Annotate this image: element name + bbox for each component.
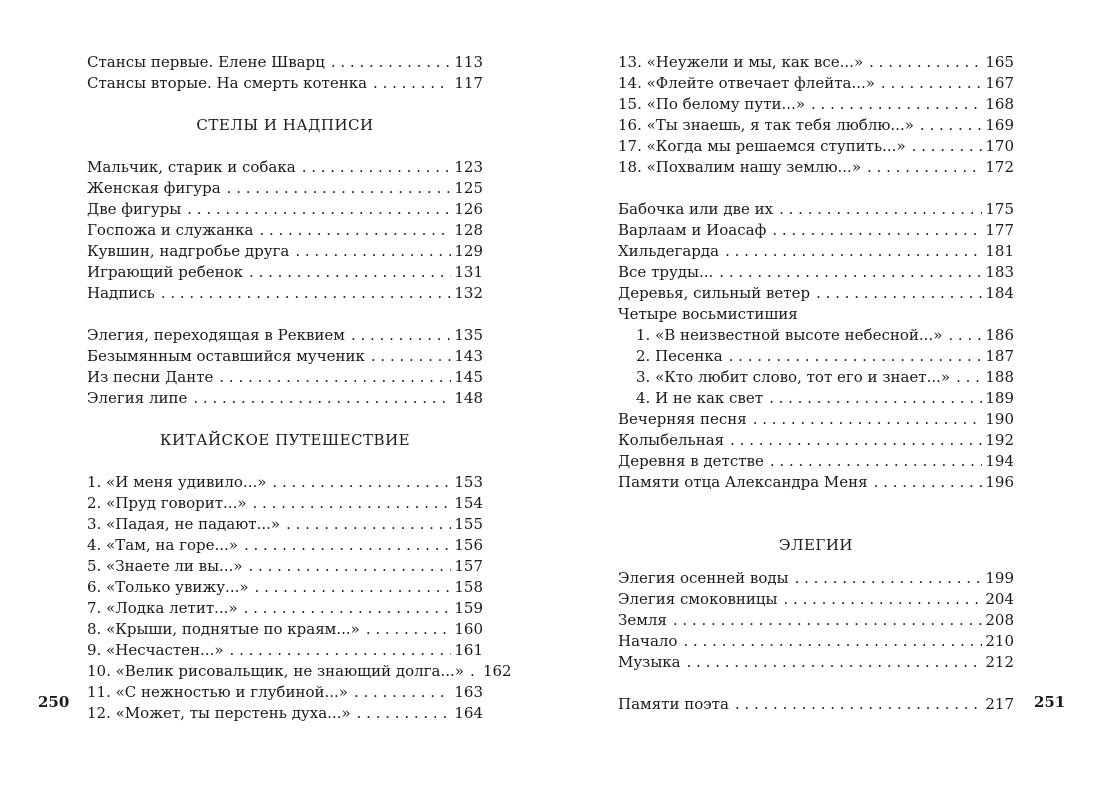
dot-leader	[354, 682, 451, 703]
dot-leader	[357, 703, 452, 724]
toc-entry-page: 187	[985, 347, 1014, 365]
toc-entry-page: 113	[454, 53, 483, 71]
toc-entry-title: Варлаам и Иоасаф	[618, 221, 767, 239]
toc-entry	[618, 199, 1014, 220]
toc-entry	[87, 199, 483, 220]
dot-leader	[811, 94, 982, 115]
toc-entry	[618, 325, 1014, 346]
toc-entry	[618, 262, 1014, 283]
toc-entry-title: Надпись	[87, 284, 155, 302]
toc-entry-page: 168	[985, 95, 1014, 113]
toc-entry-page: 132	[454, 284, 483, 302]
toc-entry-title: Деревня в детстве	[618, 452, 764, 470]
toc-entry-page: 126	[454, 200, 483, 218]
dot-leader	[920, 115, 982, 136]
dot-leader	[784, 589, 983, 610]
toc-entry	[87, 556, 483, 577]
section-heading: КИТАЙСКОЕ ПУТЕШЕСТВИЕ	[159, 431, 411, 449]
toc-entry-title: Колыбельная	[618, 431, 725, 449]
toc-entry-title: 16. «Ты знаешь, я так тебя люблю...»	[618, 116, 914, 134]
dot-leader	[249, 556, 452, 577]
dot-leader	[286, 514, 451, 535]
toc-entry	[618, 451, 1014, 472]
toc-entry-title: 6. «Только увижу...»	[87, 578, 249, 596]
toc-entry-title: 2. «Пруд говорит...»	[87, 494, 247, 512]
toc-entry-page: 196	[985, 473, 1014, 491]
toc-entry-title: 10. «Велик рисовальщик, не знающий долга...»	[87, 662, 464, 680]
dot-leader	[874, 472, 983, 493]
dot-leader	[719, 262, 982, 283]
dot-leader	[816, 283, 982, 304]
spacer	[618, 493, 1014, 514]
toc-entry-page: 188	[985, 368, 1014, 386]
dot-leader	[769, 388, 982, 409]
dot-leader	[227, 178, 452, 199]
toc-entry-title: 4. И не как свет	[636, 389, 764, 407]
toc-entry-title: Две фигуры	[87, 200, 182, 218]
toc-entry-page: 184	[985, 284, 1014, 302]
toc-entry-title: 1. «В неизвестной высоте небесной...»	[636, 326, 943, 344]
toc-entry-title: Кувшин, надгробье друга	[87, 242, 290, 260]
toc-entry	[87, 325, 483, 346]
spacer	[87, 451, 483, 472]
toc-entry	[618, 367, 1014, 388]
toc-entry-page: 131	[454, 263, 483, 281]
dot-leader	[735, 694, 982, 715]
toc-entry-title: Мальчик, старик и собака	[87, 158, 296, 176]
dot-leader	[244, 598, 452, 619]
toc-entry-title: 9. «Несчастен...»	[87, 641, 224, 659]
toc-entry-page: 128	[454, 221, 483, 239]
dot-leader	[302, 157, 452, 178]
toc-entry-title: Госпожа и служанка	[87, 221, 254, 239]
toc-entry-page: 175	[985, 200, 1014, 218]
toc-entry-title: 14. «Флейте отвечает флейта...»	[618, 74, 875, 92]
toc-entry-page: 192	[985, 431, 1014, 449]
toc-entry	[87, 262, 483, 283]
spacer	[87, 304, 483, 325]
spacer	[87, 409, 483, 430]
toc-entry-title: 8. «Крыши, поднятые по краям...»	[87, 620, 360, 638]
spacer	[618, 514, 1014, 535]
toc-entry	[87, 535, 483, 556]
toc-entry-title: 12. «Может, ты перстень духа...»	[87, 704, 351, 722]
dot-leader	[725, 241, 982, 262]
toc-entry-page: 186	[985, 326, 1014, 344]
dot-leader	[193, 388, 451, 409]
toc-entry-page: 183	[985, 263, 1014, 281]
toc-entry	[618, 610, 1014, 631]
dot-leader	[948, 325, 982, 346]
toc-entry-title: Все труды...	[618, 263, 714, 281]
toc-entry	[87, 598, 483, 619]
dot-leader	[219, 367, 451, 388]
toc-entry	[618, 652, 1014, 673]
toc-entry-title: Памяти отца Александра Меня	[618, 473, 868, 491]
toc-entry-page: 194	[985, 452, 1014, 470]
dot-leader	[253, 493, 452, 514]
toc-entry-title: 3. «Кто любит слово, тот его и знает...»	[636, 368, 951, 386]
dot-leader	[729, 346, 983, 367]
toc-entry-title: Хильдегарда	[618, 242, 720, 260]
dot-leader	[881, 73, 982, 94]
dot-leader	[230, 640, 452, 661]
toc-entry	[87, 52, 483, 73]
toc-entry-page: 153	[454, 473, 483, 491]
dot-leader	[956, 367, 982, 388]
toc-entry-page: 162	[482, 662, 512, 680]
dot-leader	[366, 619, 452, 640]
toc-entry-title: Стансы первые. Елене Шварц	[87, 53, 325, 71]
spacer	[618, 178, 1014, 199]
dot-leader	[244, 535, 451, 556]
toc-entry-title: Элегия осенней воды	[618, 569, 789, 587]
page-number-right: 251	[1034, 693, 1066, 711]
toc-entry-title: 15. «По белому пути...»	[618, 95, 806, 113]
toc-entry	[618, 220, 1014, 241]
toc-entry-title: 4. «Там, на горе...»	[87, 536, 238, 554]
dot-leader	[687, 652, 983, 673]
spacer	[618, 556, 1014, 568]
toc-entry-page: 190	[985, 410, 1014, 428]
toc-entry-title: Стансы вторые. На смерть котенка	[87, 74, 368, 92]
dot-leader	[351, 325, 451, 346]
toc-entry-title: Земля	[618, 611, 667, 629]
toc-entry	[87, 157, 483, 178]
dot-leader	[683, 631, 982, 652]
toc-entry-page: 156	[454, 536, 483, 554]
toc-entry	[618, 409, 1014, 430]
spacer	[87, 94, 483, 115]
toc-entry-page: 163	[454, 683, 483, 701]
dot-leader	[770, 451, 982, 472]
dot-leader	[161, 283, 452, 304]
toc-entry	[87, 472, 483, 493]
toc-entry-title: 1. «И меня удивило...»	[87, 473, 267, 491]
toc-entry-page: 217	[985, 695, 1014, 713]
toc-entry-page: 165	[985, 53, 1014, 71]
toc-entry-title: Вечерняя песня	[618, 410, 747, 428]
toc-entry	[87, 241, 483, 262]
toc-entry	[87, 640, 483, 661]
toc-entry	[618, 430, 1014, 451]
dot-leader	[373, 73, 451, 94]
toc-entry	[87, 178, 483, 199]
toc-entry-page: 164	[454, 704, 483, 722]
toc-entry-page: 157	[454, 557, 483, 575]
dot-leader	[295, 241, 451, 262]
toc-entry	[618, 388, 1014, 409]
dot-leader	[331, 52, 452, 73]
toc-entry-title: Памяти поэта	[618, 695, 729, 713]
toc-entry	[618, 115, 1014, 136]
toc-entry	[618, 94, 1014, 115]
dot-leader	[779, 199, 982, 220]
toc-entry-page: 145	[454, 368, 483, 386]
toc-entry	[618, 241, 1014, 262]
toc-entry-title: 3. «Падая, не падают...»	[87, 515, 281, 533]
toc-entry	[87, 388, 483, 409]
toc-entry-title: Играющий ребенок	[87, 263, 244, 281]
toc-entry-title: Из песни Данте	[87, 368, 214, 386]
toc-entry	[618, 694, 1014, 715]
page-number-left: 250	[38, 693, 70, 711]
toc-entry	[618, 73, 1014, 94]
toc-entry	[618, 631, 1014, 652]
toc-entry	[618, 136, 1014, 157]
toc-entry	[87, 346, 483, 367]
toc-entry-page: 154	[454, 494, 483, 512]
toc-entry	[87, 682, 483, 703]
toc-entry-title: 7. «Лодка летит...»	[87, 599, 238, 617]
toc-entry-title: Четыре восьмистишия	[618, 305, 798, 323]
toc-entry-title: 13. «Неужели и мы, как все...»	[618, 53, 864, 71]
toc-entry	[618, 52, 1014, 73]
toc-entry	[618, 157, 1014, 178]
toc-entry-title: 2. Песенка	[636, 347, 723, 365]
dot-leader	[753, 409, 983, 430]
toc-entry-page: 123	[454, 158, 483, 176]
toc-entry	[87, 220, 483, 241]
toc-entry-title: Элегия смоковницы	[618, 590, 778, 608]
toc-entry-title: Бабочка или две их	[618, 200, 774, 218]
toc-entry-title: Безымянным оставшийся мученик	[87, 347, 365, 365]
toc-entry	[87, 661, 512, 682]
toc-group-label	[618, 304, 1014, 325]
toc-entry-page: 160	[454, 620, 483, 638]
toc-entry	[87, 619, 483, 640]
toc-entry-page: 129	[454, 242, 483, 260]
toc-entry	[87, 73, 483, 94]
toc-entry-page: 155	[454, 515, 483, 533]
left-page-toc	[87, 52, 512, 724]
spacer	[87, 136, 483, 157]
dot-leader	[249, 262, 451, 283]
toc-entry-page: 143	[454, 347, 483, 365]
dot-leader	[470, 661, 480, 682]
toc-entry-page: 181	[985, 242, 1014, 260]
dot-leader	[673, 610, 982, 631]
dot-leader	[272, 472, 451, 493]
toc-entry-title: 18. «Похвалим нашу землю...»	[618, 158, 861, 176]
toc-entry-page: 169	[985, 116, 1014, 134]
toc-entry	[618, 472, 1014, 493]
toc-entry-page: 172	[985, 158, 1014, 176]
dot-leader	[912, 136, 983, 157]
toc-entry	[87, 514, 483, 535]
toc-entry	[618, 283, 1014, 304]
toc-entry-page: 125	[454, 179, 483, 197]
toc-entry-page: 177	[985, 221, 1014, 239]
toc-entry	[87, 283, 483, 304]
dot-leader	[371, 346, 451, 367]
dot-leader	[772, 220, 982, 241]
toc-entry-page: 135	[454, 326, 483, 344]
toc-entry-page: 148	[454, 389, 483, 407]
section-heading: ЭЛЕГИИ	[778, 536, 854, 554]
toc-entry	[618, 589, 1014, 610]
toc-entry	[87, 367, 483, 388]
toc-entry	[618, 568, 1014, 589]
toc-entry-page: 210	[985, 632, 1014, 650]
toc-entry-page: 189	[985, 389, 1014, 407]
dot-leader	[259, 220, 451, 241]
toc-entry-title: Начало	[618, 632, 678, 650]
toc-entry-title: 5. «Знаете ли вы...»	[87, 557, 243, 575]
dot-leader	[869, 52, 982, 73]
toc-entry-page: 161	[454, 641, 483, 659]
toc-entry-page: 158	[454, 578, 483, 596]
dot-leader	[255, 577, 452, 598]
spacer	[618, 673, 1014, 694]
dot-leader	[730, 430, 982, 451]
toc-entry-page: 170	[985, 137, 1014, 155]
toc-entry-title: 17. «Когда мы решаемся ступить...»	[618, 137, 906, 155]
toc-entry-page: 199	[985, 569, 1014, 587]
section-heading: СТЕЛЫ И НАДПИСИ	[196, 116, 374, 134]
toc-entry-page: 167	[985, 74, 1014, 92]
toc-entry-page: 208	[985, 611, 1014, 629]
dot-leader	[795, 568, 983, 589]
toc-entry-page: 204	[985, 590, 1014, 608]
toc-entry	[87, 577, 483, 598]
toc-entry-page: 117	[454, 74, 483, 92]
right-page-toc	[618, 52, 1014, 715]
toc-entry-page: 159	[454, 599, 483, 617]
dot-leader	[187, 199, 451, 220]
toc-entry	[618, 346, 1014, 367]
toc-entry-title: Элегия, переходящая в Реквием	[87, 326, 345, 344]
dot-leader	[867, 157, 982, 178]
toc-entry-title: Элегия липе	[87, 389, 188, 407]
toc-entry-title: Женская фигура	[87, 179, 221, 197]
toc-entry	[87, 703, 483, 724]
toc-entry-title: Музыка	[618, 653, 681, 671]
toc-entry-title: 11. «С нежностью и глубиной...»	[87, 683, 348, 701]
toc-entry	[87, 493, 483, 514]
toc-entry-page: 212	[985, 653, 1014, 671]
toc-entry-title: Деревья, сильный ветер	[618, 284, 811, 302]
